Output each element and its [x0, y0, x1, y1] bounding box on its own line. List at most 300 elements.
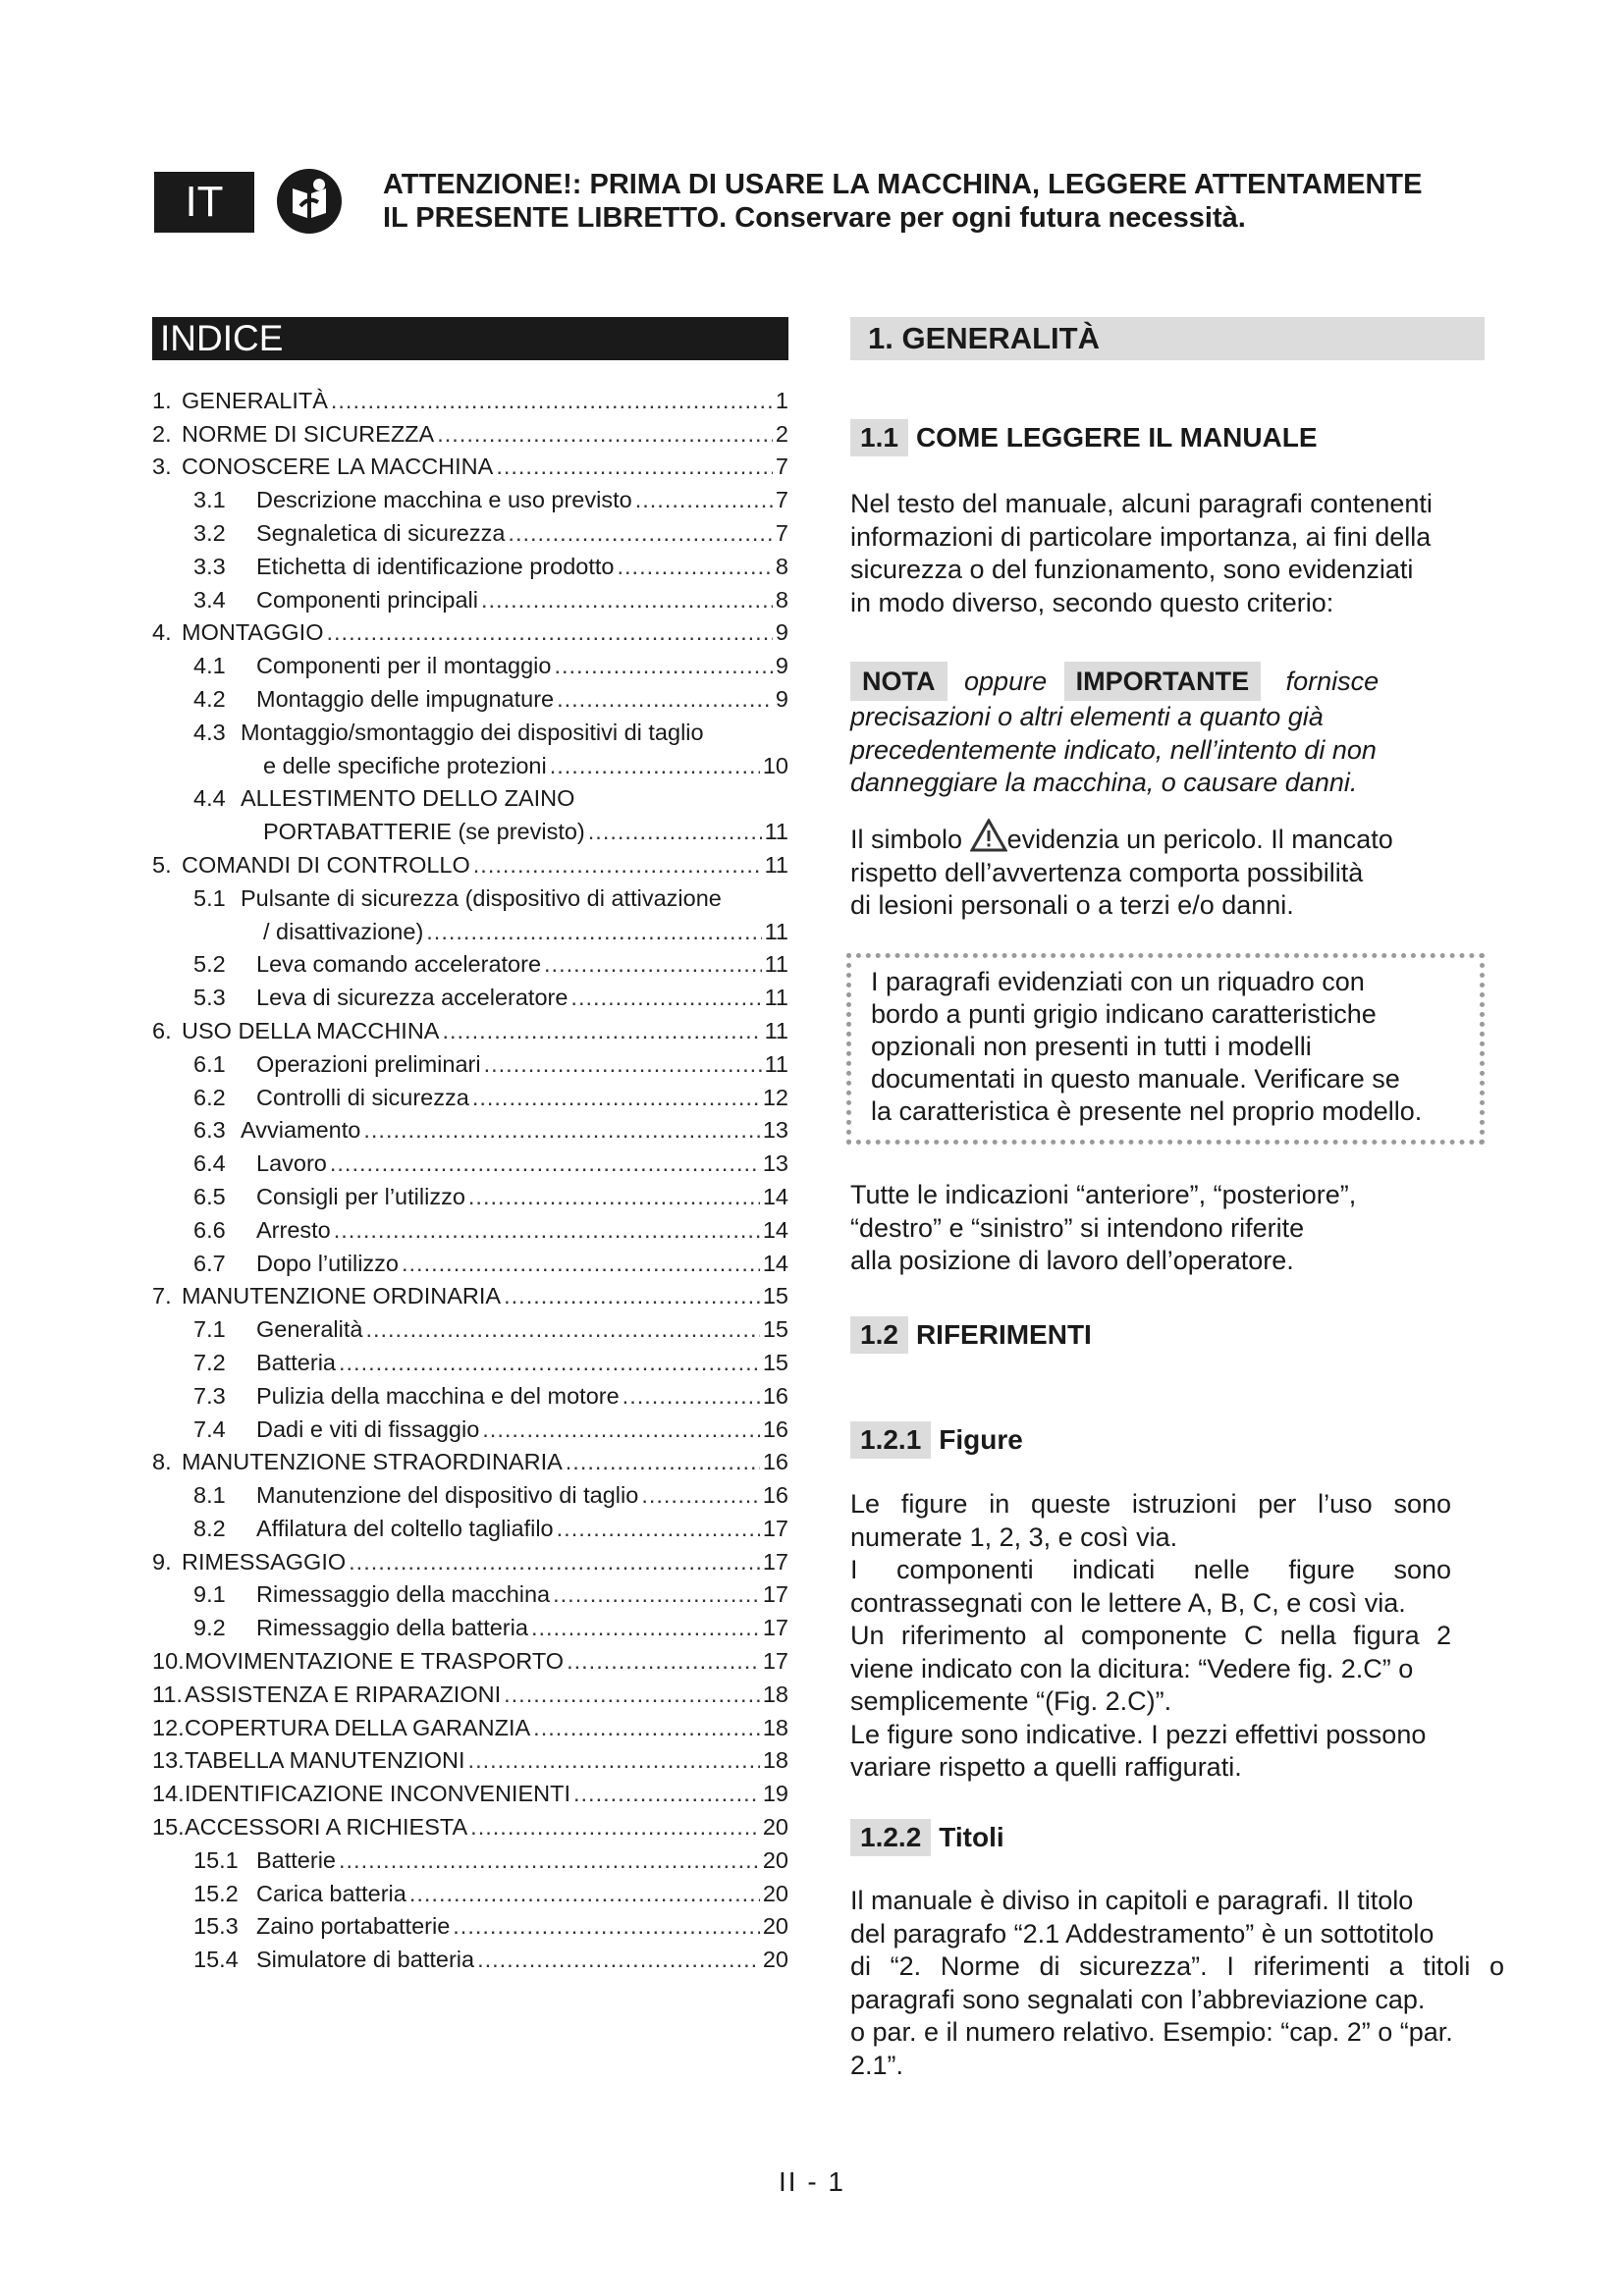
- toc-leader-dots: [363, 1117, 760, 1144]
- toc-entry: [152, 1841, 788, 1874]
- text-line: di “2. Norme di sicurezza”. I riferimenti a titoli o: [850, 1951, 1504, 1981]
- toc-number: 5.1: [193, 884, 226, 911]
- subsubsection-heading: [850, 1819, 1004, 1856]
- toc-page: 18: [762, 1714, 788, 1740]
- toc-leader-dots: [339, 1350, 760, 1376]
- toc-entry: [152, 746, 788, 779]
- toc-number: 5.2: [193, 951, 226, 978]
- toc-entry: [152, 414, 788, 448]
- toc-leader-dots: [588, 819, 762, 845]
- toc-page: 15: [762, 1316, 788, 1343]
- text-line: di lesioni personali o a terzi e/o danni.: [850, 890, 1294, 920]
- toc-entry: [152, 1144, 788, 1177]
- toc-page: 20: [762, 1846, 788, 1873]
- page-number: II - 1: [778, 2166, 845, 2197]
- text-line: “destro” e “sinistro” si intendono riferite: [850, 1212, 1305, 1243]
- toc-leader-dots: [533, 1715, 760, 1741]
- toc-page: 20: [762, 1880, 788, 1906]
- toc-number: 15.1: [193, 1846, 239, 1873]
- toc-number: 9.2: [193, 1615, 226, 1641]
- toc-page: 20: [762, 1814, 788, 1841]
- toc-title: COMANDI DI CONTROLLO: [182, 851, 470, 878]
- toc-entry: [152, 448, 788, 481]
- toc-entry: [152, 480, 788, 513]
- toc-title: Leva comando acceleratore: [256, 951, 542, 978]
- toc-page: 13: [762, 1150, 788, 1177]
- subsection-number: 1.2.1: [850, 1421, 931, 1459]
- symbol-pre: Il simbolo: [850, 825, 963, 854]
- fornisce-text: fornisce: [1285, 667, 1380, 696]
- toc-title: Lavoro: [256, 1150, 327, 1177]
- intro-paragraph: [850, 488, 1498, 619]
- toc-number: 7.2: [193, 1349, 226, 1375]
- toc-leader-dots: [504, 1682, 760, 1708]
- toc-entry: [152, 1475, 788, 1509]
- toc-entry: [152, 713, 788, 746]
- toc-page: 17: [762, 1515, 788, 1541]
- toc-entry: [152, 1078, 788, 1111]
- toc-entry: [152, 812, 788, 845]
- toc-leader-dots: [402, 1251, 760, 1277]
- toc-entry: [152, 1940, 788, 1973]
- toc-number: 15.: [152, 1814, 185, 1841]
- language-badge: IT: [154, 172, 254, 233]
- toc-page: 16: [762, 1415, 788, 1442]
- toc-entry: [152, 1675, 788, 1708]
- toc-number: 12.: [152, 1714, 185, 1740]
- warning-line: IL PRESENTE LIBRETTO. Conservare per ogni futura necessità.: [383, 202, 1246, 234]
- toc-entry: [152, 1343, 788, 1376]
- importante-tag: IMPORTANTE: [1064, 662, 1262, 701]
- toc-number: 6.1: [193, 1050, 226, 1077]
- toc-entry: [152, 1443, 788, 1476]
- toc-page: 17: [762, 1548, 788, 1575]
- toc-number: 8.: [152, 1449, 172, 1475]
- nota-paragraph: [850, 701, 1498, 800]
- warning-heading: [383, 168, 1512, 235]
- toc-number: 8.2: [193, 1515, 226, 1541]
- toc-title: MANUTENZIONE STRAORDINARIA: [182, 1449, 563, 1475]
- toc-page: 9: [775, 685, 788, 712]
- toc-title: Generalità: [256, 1316, 363, 1343]
- toc-page: 7: [775, 487, 788, 513]
- symbol-post: evidenzia un pericolo. Il mancato: [1006, 825, 1393, 854]
- toc-entry: [152, 1741, 788, 1775]
- subsection-heading: [850, 1316, 1092, 1354]
- text-line: informazioni di particolare importanza, ai fini della: [850, 521, 1432, 552]
- toc-entry: [152, 381, 788, 414]
- text-line: [850, 819, 1498, 857]
- toc-entry: [152, 679, 788, 713]
- warning-line: ATTENZIONE!: PRIMA DI USARE LA MACCHINA, LEGGERE ATTENTAMENTE: [383, 169, 1423, 200]
- toc-number: 15.3: [193, 1913, 239, 1940]
- text-line: Un riferimento al componente C nella figura 2: [850, 1621, 1451, 1650]
- toc-entry: [152, 1907, 788, 1941]
- toc-number: 7.1: [193, 1316, 226, 1343]
- subsection-title: Figure: [939, 1424, 1023, 1455]
- subsection-title: Titoli: [939, 1822, 1004, 1852]
- toc-number: 6.: [152, 1017, 172, 1043]
- toc-number: 4.4: [193, 785, 226, 812]
- figure-paragraph: [850, 1488, 1451, 1785]
- toc-leader-dots: [326, 619, 772, 646]
- toc-leader-dots: [330, 1150, 760, 1177]
- toc-number: 7.: [152, 1283, 172, 1309]
- toc-leader-dots: [468, 1184, 760, 1210]
- toc-leader-dots: [641, 1482, 760, 1509]
- toc-page: 15: [762, 1349, 788, 1375]
- text-line: la caratteristica è presente nel proprio modello.: [871, 1096, 1423, 1126]
- toc-title: Leva di sicurezza acceleratore: [256, 985, 568, 1011]
- toc-page: 8: [775, 553, 788, 579]
- toc-number: 13.: [152, 1747, 185, 1774]
- toc-entry: [152, 978, 788, 1011]
- toc-title: Montaggio/smontaggio dei dispositivi di taglio: [241, 719, 704, 745]
- toc-title: Controlli di sicurezza: [256, 1084, 469, 1110]
- toc-page: 13: [762, 1117, 788, 1144]
- toc-title: IDENTIFICAZIONE INCONVENIENTI: [185, 1781, 570, 1807]
- toc-title: MANUTENZIONE ORDINARIA: [182, 1283, 502, 1309]
- oppure-text: oppure: [964, 667, 1048, 696]
- toc-leader-dots: [544, 951, 762, 978]
- toc-leader-dots: [468, 1747, 760, 1774]
- toc-entry: [152, 845, 788, 879]
- text-line: bordo a punti grigio indicano caratteristiche: [871, 999, 1377, 1029]
- toc-title: ALLESTIMENTO DELLO ZAINO: [241, 785, 575, 812]
- text-line: I paragrafi evidenziati con un riquadro con: [871, 967, 1365, 996]
- nota-line: [850, 662, 1379, 701]
- text-line: I componenti indicati nelle figure sono: [850, 1555, 1451, 1584]
- toc-number: 9.: [152, 1548, 172, 1575]
- toc-number: 4.3: [193, 719, 226, 745]
- toc-title: ASSISTENZA E RIPARAZIONI: [185, 1681, 502, 1707]
- toc-number: 7.3: [193, 1382, 226, 1409]
- toc-number: 3.1: [193, 487, 226, 513]
- toc-number: 10.: [152, 1648, 185, 1675]
- toc-title: Segnaletica di sicurezza: [256, 519, 506, 546]
- toc-title: Operazioni preliminari: [256, 1050, 481, 1077]
- text-line: viene indicato con la dicitura: “Vedere fig. 2.C” o: [850, 1653, 1414, 1683]
- toc-page: 16: [762, 1382, 788, 1409]
- toc-leader-dots: [531, 1615, 760, 1641]
- toc-leader-dots: [623, 1383, 760, 1410]
- subsection-number: 1.1: [850, 419, 908, 456]
- toc-page: 11: [764, 1050, 788, 1077]
- toc-page: 17: [762, 1615, 788, 1641]
- toc-number: 5.3: [193, 985, 226, 1011]
- text-line: numerate 1, 2, 3, e così via.: [850, 1522, 1178, 1552]
- toc-title: RIMESSAGGIO: [182, 1548, 347, 1575]
- toc-entry: [152, 945, 788, 979]
- toc-title: GENERALITÀ: [182, 387, 328, 413]
- toc-entry: [152, 1874, 788, 1907]
- toc-page: 9: [775, 619, 788, 646]
- toc-page: 7: [775, 454, 788, 480]
- text-line: opzionali non presenti in tutti i modelli: [871, 1032, 1312, 1061]
- text-line: danneggiare la macchina, o causare danni.: [850, 768, 1358, 797]
- subsection-heading: [850, 419, 1318, 456]
- toc-leader-dots: [477, 1947, 760, 1973]
- toc-entry: [152, 1575, 788, 1609]
- subsection-title: RIFERIMENTI: [915, 1319, 1092, 1350]
- toc-leader-dots: [504, 1283, 760, 1309]
- text-line: Nel testo del manuale, alcuni paragrafi contenenti: [850, 489, 1433, 518]
- toc-number: 4.: [152, 619, 172, 646]
- toc-entry: [152, 1210, 788, 1244]
- toc-number: 8.1: [193, 1482, 226, 1509]
- toc-leader-dots: [365, 1316, 759, 1343]
- directions-paragraph: [850, 1179, 1498, 1278]
- toc-page: 16: [762, 1449, 788, 1475]
- toc-entry: [152, 1111, 788, 1145]
- toc-number: 3.: [152, 454, 172, 480]
- text-line: Le figure sono indicative. I pezzi effettivi possono: [850, 1719, 1427, 1749]
- toc-leader-dots: [566, 1449, 760, 1475]
- toc-entry: [152, 912, 788, 945]
- table-of-contents: [152, 381, 788, 1973]
- toc-title: Affilatura del coltello tagliafilo: [256, 1515, 554, 1541]
- toc-leader-dots: [557, 686, 773, 713]
- toc-entry: [152, 879, 788, 912]
- toc-number: 5.: [152, 851, 172, 878]
- toc-number: 3.2: [193, 519, 226, 546]
- toc-leader-dots: [573, 1781, 760, 1807]
- toc-page: 11: [764, 1017, 788, 1043]
- toc-title: Dadi e viti di fissaggio: [256, 1415, 480, 1442]
- toc-page: 16: [762, 1482, 788, 1509]
- toc-page: 17: [762, 1648, 788, 1675]
- toc-leader-dots: [554, 653, 772, 679]
- text-line: paragrafi sono segnalati con l’abbreviazione cap.: [850, 1984, 1426, 2014]
- text-line: Il manuale è diviso in capitoli e paragrafi. Il titolo: [850, 1886, 1414, 1915]
- text-line: o par. e il numero relativo. Esempio: “cap. 2” o “par.: [850, 2017, 1453, 2047]
- toc-leader-dots: [453, 1913, 760, 1940]
- toc-leader-dots: [508, 520, 773, 547]
- toc-number: 6.7: [193, 1250, 226, 1276]
- text-line: documentati in questo manuale. Verificare se: [871, 1064, 1400, 1094]
- toc-title: PORTABATTERIE (se previsto): [263, 819, 585, 845]
- text-line: Tutte le indicazioni “anteriore”, “posteriore”,: [850, 1180, 1357, 1209]
- titoli-paragraph: [850, 1885, 1504, 2082]
- toc-title: / disattivazione): [263, 918, 424, 944]
- toc-number: 9.1: [193, 1581, 226, 1608]
- toc-entry: [152, 1608, 788, 1641]
- toc-number: 3.3: [193, 553, 226, 579]
- toc-entry: [152, 1177, 788, 1210]
- toc-page: 14: [762, 1216, 788, 1243]
- toc-leader-dots: [442, 1018, 761, 1044]
- toc-leader-dots: [557, 1516, 760, 1542]
- toc-number: 15.4: [193, 1947, 239, 1973]
- toc-number: 6.3: [193, 1117, 226, 1144]
- toc-title: Manutenzione del dispositivo di taglio: [256, 1482, 639, 1509]
- toc-title: Descrizione macchina e uso previsto: [256, 487, 632, 513]
- toc-title: Consigli per l’utilizzo: [256, 1183, 465, 1209]
- text-line: rispetto dell’avvertenza comporta possibilità: [850, 857, 1364, 887]
- toc-leader-dots: [617, 554, 772, 580]
- subsection-number: 1.2.2: [850, 1819, 931, 1856]
- subsubsection-heading: [850, 1421, 1023, 1459]
- toc-page: 19: [762, 1781, 788, 1807]
- toc-leader-dots: [550, 753, 760, 779]
- toc-entry: [152, 1708, 788, 1741]
- toc-number: 3.4: [193, 586, 226, 613]
- toc-title: USO DELLA MACCHINA: [182, 1017, 440, 1043]
- toc-title: Avviamento: [241, 1117, 361, 1144]
- toc-title: NORME DI SICUREZZA: [182, 420, 435, 447]
- toc-page: 17: [762, 1581, 788, 1608]
- toc-number: 6.5: [193, 1183, 226, 1209]
- toc-entry: [152, 1509, 788, 1542]
- toc-title: Pulsante di sicurezza (dispositivo di attivazione: [241, 884, 722, 911]
- toc-entry: [152, 1641, 788, 1675]
- toc-leader-dots: [482, 1416, 760, 1443]
- toc-entry: [152, 1774, 788, 1807]
- toc-number: 4.1: [193, 653, 226, 679]
- toc-page: 11: [764, 985, 788, 1011]
- toc-page: 18: [762, 1747, 788, 1774]
- text-line: del paragrafo “2.1 Addestramento” è un sottotitolo: [850, 1918, 1435, 1949]
- toc-page: 12: [762, 1084, 788, 1110]
- text-line: semplicemente “(Fig. 2.C)”.: [850, 1686, 1172, 1716]
- toc-page: 11: [764, 951, 788, 978]
- toc-title: Batteria: [256, 1349, 336, 1375]
- toc-title: Dopo l’utilizzo: [256, 1250, 399, 1276]
- toc-title: COPERTURA DELLA GARANZIA: [185, 1714, 531, 1740]
- toc-entry: [152, 614, 788, 647]
- toc-title: CONOSCERE LA MACCHINA: [182, 454, 494, 480]
- toc-number: 11.: [152, 1681, 183, 1707]
- toc-entry: [152, 1011, 788, 1044]
- toc-title: MONTAGGIO: [182, 619, 324, 646]
- toc-leader-dots: [567, 1648, 760, 1675]
- nota-tag: NOTA: [850, 662, 947, 701]
- toc-entry: [152, 1542, 788, 1575]
- text-line: Le figure in queste istruzioni per l’uso sono: [850, 1489, 1451, 1519]
- toc-entry: [152, 513, 788, 547]
- toc-leader-dots: [472, 1085, 760, 1111]
- toc-leader-dots: [484, 1051, 762, 1078]
- toc-leader-dots: [470, 1814, 760, 1841]
- toc-title: Etichetta di identificazione prodotto: [256, 553, 615, 579]
- toc-entry: [152, 1376, 788, 1410]
- text-line: sicurezza o del funzionamento, sono evidenziati: [850, 555, 1414, 584]
- toc-title: Batterie: [256, 1846, 336, 1873]
- toc-leader-dots: [349, 1549, 760, 1575]
- toc-leader-dots: [553, 1581, 760, 1608]
- toc-title: TABELLA MANUTENZIONI: [185, 1747, 465, 1774]
- toc-title: Componenti principali: [256, 586, 478, 613]
- text-line: in modo diverso, secondo questo criterio:: [850, 587, 1334, 617]
- toc-title: Pulizia della macchina e del motore: [256, 1382, 620, 1409]
- toc-page: 9: [775, 653, 788, 679]
- toc-leader-dots: [331, 388, 773, 414]
- toc-leader-dots: [426, 919, 761, 945]
- toc-entry: [152, 1807, 788, 1841]
- toc-entry: [152, 580, 788, 614]
- toc-title: ACCESSORI A RICHIESTA: [185, 1814, 468, 1841]
- toc-leader-dots: [437, 421, 773, 448]
- toc-entry: [152, 1410, 788, 1443]
- toc-leader-dots: [473, 852, 762, 879]
- toc-entry: [152, 779, 788, 813]
- text-line: 2.1”.: [850, 2050, 904, 2080]
- toc-number: 4.2: [193, 685, 226, 712]
- section-title: 1. GENERALITÀ: [850, 317, 1485, 360]
- toc-page: 10: [762, 752, 788, 778]
- toc-page: 20: [762, 1913, 788, 1940]
- toc-title: Carica batteria: [256, 1880, 406, 1906]
- toc-title: MOVIMENTAZIONE E TRASPORTO: [185, 1648, 565, 1675]
- toc-number: 15.2: [193, 1880, 239, 1906]
- toc-leader-dots: [334, 1217, 760, 1244]
- toc-number: 6.6: [193, 1216, 226, 1243]
- toc-leader-dots: [339, 1847, 760, 1874]
- toc-entry: [152, 547, 788, 580]
- optional-feature-box: [846, 953, 1485, 1145]
- toc-page: 1: [775, 387, 788, 413]
- toc-page: 11: [764, 918, 788, 944]
- toc-page: 7: [775, 519, 788, 546]
- text-line: precisazioni o altri elementi a quanto già: [850, 702, 1324, 731]
- toc-number: 6.4: [193, 1150, 226, 1177]
- toc-title: Zaino portabatterie: [256, 1913, 451, 1940]
- warning-triangle-icon: [970, 819, 1007, 852]
- toc-page: 14: [762, 1183, 788, 1209]
- toc-page: 20: [762, 1947, 788, 1973]
- toc-title: Componenti per il montaggio: [256, 653, 552, 679]
- toc-title: Rimessaggio della batteria: [256, 1615, 528, 1641]
- toc-entry: [152, 1277, 788, 1310]
- toc-title: Arresto: [256, 1216, 331, 1243]
- index-title: INDICE: [152, 317, 788, 360]
- toc-page: 15: [762, 1283, 788, 1309]
- text-line: alla posizione di lavoro dell’operatore.: [850, 1246, 1294, 1275]
- text-line: precedentemente indicato, nell’intento di non: [850, 734, 1377, 765]
- toc-page: 11: [764, 819, 788, 845]
- toc-title: e delle specifiche protezioni: [263, 752, 547, 778]
- toc-leader-dots: [481, 587, 773, 614]
- symbol-paragraph: [850, 819, 1498, 923]
- toc-number: 1.: [152, 387, 172, 413]
- subsection-title: COME LEGGERE IL MANUALE: [915, 422, 1318, 453]
- toc-title: Rimessaggio della macchina: [256, 1581, 551, 1608]
- toc-number: 2.: [152, 420, 172, 447]
- toc-leader-dots: [635, 487, 773, 513]
- subsection-number: 1.2: [850, 1316, 908, 1354]
- text-line: variare rispetto a quelli raffigurati.: [850, 1752, 1242, 1782]
- box-paragraph: [871, 966, 1422, 1128]
- toc-entry: [152, 1309, 788, 1343]
- toc-page: 8: [775, 586, 788, 613]
- toc-leader-dots: [570, 985, 761, 1011]
- toc-page: 18: [762, 1681, 788, 1707]
- toc-entry: [152, 1244, 788, 1277]
- toc-page: 14: [762, 1250, 788, 1276]
- toc-leader-dots: [496, 454, 773, 480]
- toc-number: 7.4: [193, 1415, 226, 1442]
- toc-number: 6.2: [193, 1084, 226, 1110]
- toc-entry: [152, 1044, 788, 1078]
- toc-entry: [152, 646, 788, 679]
- toc-page: 11: [764, 851, 788, 878]
- toc-leader-dots: [409, 1881, 760, 1907]
- toc-title: Montaggio delle impugnature: [256, 685, 555, 712]
- text-line: contrassegnati con le lettere A, B, C, e così via.: [850, 1587, 1406, 1618]
- toc-page: 2: [775, 420, 788, 447]
- toc-number: 14.: [152, 1781, 185, 1807]
- read-manual-icon: [275, 167, 344, 236]
